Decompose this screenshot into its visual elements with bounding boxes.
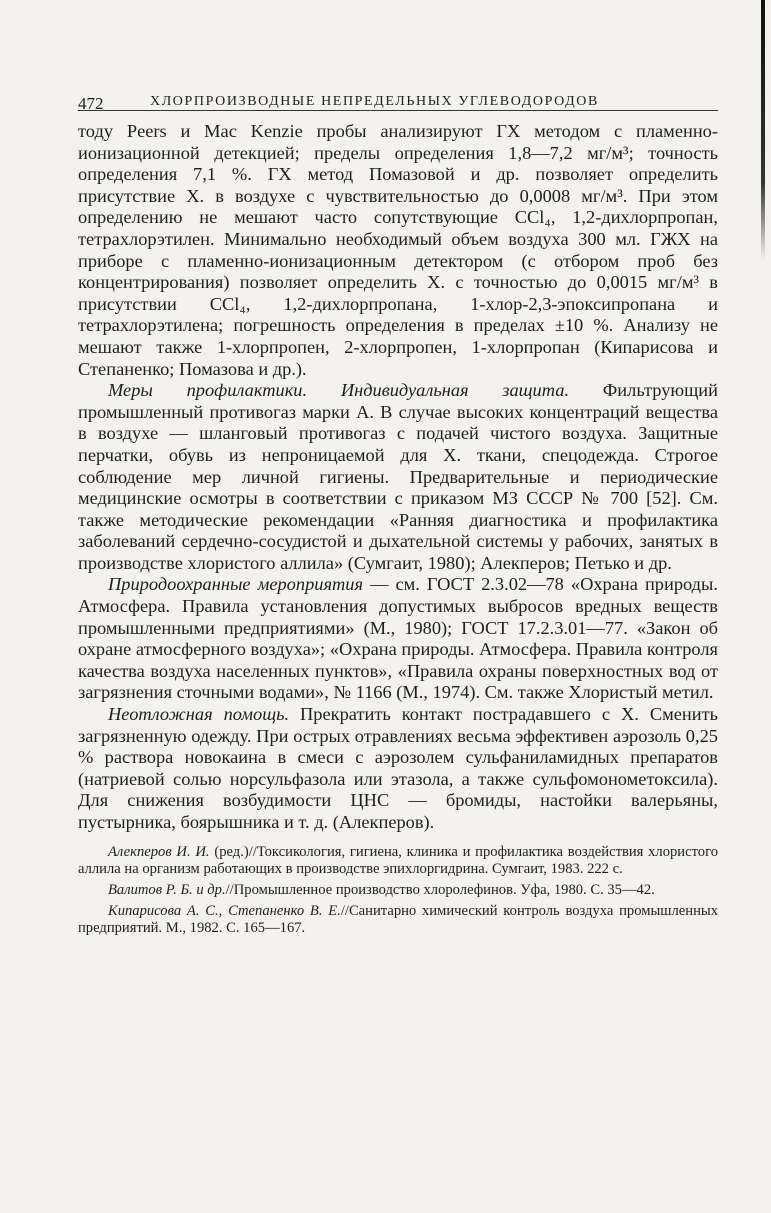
reference-item <box>78 882 718 899</box>
reference-item <box>78 903 718 937</box>
page-header <box>78 78 718 111</box>
paragraph-environmental <box>78 574 718 704</box>
reference-authors: Кипарисова А. С., Степаненко В. Е. <box>108 902 341 919</box>
first-aid-text: Прекратить контакт пострадавшего с Х. Сменить загрязненную одежду. При острых отравлениях весьма эффективен аэрозоль 0,25 % раствора новокаина в смеси с аэрозолем сульфаниламидных препаратов (натриевой солью норсульфазола или этазола, а также сульфомонометоксила). Для снижения возбудимости ЦНС — бромиды, настойки валерьяны, пустырника, боярышника и т. д. (Алекперов). <box>78 704 719 832</box>
reference-authors: Алекперов И. И. <box>108 843 210 860</box>
reference-authors: Валитов Р. Б. и др. <box>108 881 226 898</box>
reference-text: //Санитарно химический контроль воздуха промышленных предприятий. М., 1982. С. 165—167. <box>78 902 719 936</box>
reference-item <box>78 844 718 878</box>
paragraph-prevention <box>78 380 718 574</box>
reference-text: //Промышленное производство хлоролефинов. Уфа, 1980. С. 35—42. <box>225 881 655 898</box>
prevention-text: Фильтрующий промышленный противогаз марки А. В случае высоких концентраций вещества в воздухе — шланговый противогаз с подачей чистого воздуха. Защитные перчатки, обувь из непроницаемой для Х. ткани, спецодежда. Строгое соблюдение мер личной гигиены. Предварительные и периодические медицинские осмотры в соответствии с приказом МЗ СССР № 700 [52]. См. также методические рекомендации «Ранняя диагностика и профилактика заболеваний сердечно-сосудистой и дыхательной системы у рабочих, занятых в производстве хлористого аллила» (Сумгаит, 1980); Алекперов; Петько и др. <box>78 380 718 573</box>
prevention-heading: Меры профилактики. Индивидуальная защита. <box>108 380 570 401</box>
reference-text: (ред.)//Токсикология, гигиена, клиника и профилактика воздействия хлористого аллила на организм работающих в производстве эпихлоргидрина. Сумгаит, 1983. 222 с. <box>78 843 718 877</box>
page-number: 472 <box>78 94 104 113</box>
environmental-text: — см. ГОСТ 2.3.02—78 «Охрана природы. Атмосфера. Правила установления допустимых выбросов вредных веществ промышленными предприятиями» (М., 1980); ГОСТ 17.2.3.01—77. «Закон об охране атмосферного воздуха»; «Охрана природы. Атмосфера. Правила контроля качества воздуха населенных пунктов», «Правила охраны поверхностных вод от загрязнения сточными водами», № 1166 (М., 1974). См. также Хлористый метил. <box>78 574 718 703</box>
running-title: ХЛОРПРОИЗВОДНЫЕ НЕПРЕДЕЛЬНЫХ УГЛЕВОДОРОДОВ <box>150 94 599 109</box>
first-aid-heading: Неотложная помощь. <box>108 704 290 725</box>
paragraph-first-aid <box>78 704 718 834</box>
scan-edge-shadow <box>761 0 765 260</box>
book-page <box>78 78 718 941</box>
references <box>78 844 718 937</box>
paragraph-analysis-methods: тоду Peers и Mac Kenzie пробы анализируют ГХ методом с пламенно-ионизационной детекцией; пределы определения 1,8—7,2 мг/м³; точность определения 7,1 %. ГХ метод Помазовой и др. позволяет определить присутствие Х. в воздухе с чувствительностью до 0,0008 мг/м³. При этом определению не мешают часто сопутствующие CCl₄, 1,2-дихлорпропан, тетрахлорэтилен. Минимально необходимый объем воздуха 300 мл. ГЖХ на приборе с пламенно-ионизационным детектором (с отбором проб без концентрирования) позволяет определить Х. с точностью до 0,0015 мг/м³ в присутствии CCl₄, 1,2-дихлорпропана, 1-хлор-2,3-эпоксипропана и тетрахлорэтилена; погрешность определения в пределах ±10 %. Анализу не мешают также 1-хлорпропен, 2-хлорпропен, 1-хлорпропан (Кипарисова и Степаненко; Помазова и др.). <box>78 121 718 379</box>
environmental-heading: Природоохранные мероприятия <box>108 574 364 595</box>
